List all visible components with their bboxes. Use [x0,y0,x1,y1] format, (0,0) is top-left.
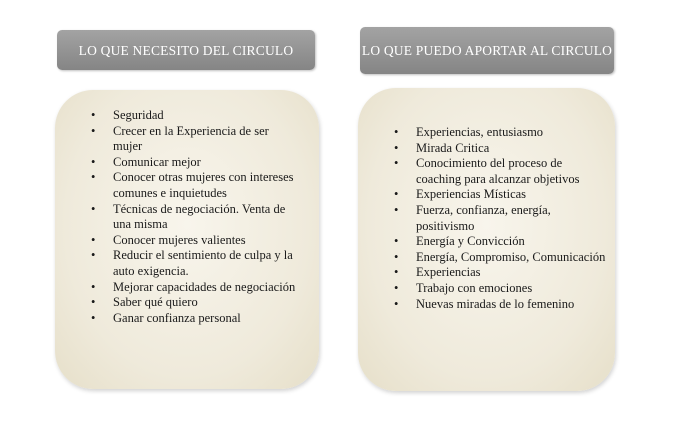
contributions-item: • Energía, Compromiso, Comunicación [392,250,606,266]
contributions-item: • Experiencias Místicas [392,187,606,203]
needs-item: • Técnicas de negociación. Venta de una misma [89,202,297,233]
needs-item: • Mejorar capacidades de negociación [89,280,297,296]
needs-item: • Conocer otras mujeres con intereses comunes e inquietudes [89,170,297,201]
needs-list [89,108,297,326]
needs-item: • Saber qué quiero [89,295,297,311]
needs-item: • Comunicar mejor [89,155,297,171]
header-needs-title: LO QUE NECESITO DEL CIRCULO [78,42,294,58]
contributions-card [358,88,615,391]
contributions-item: • Conocimiento del proceso de coaching para alcanzar objetivos [392,156,606,187]
contributions-item: • Nuevas miradas de lo femenino [392,297,606,313]
contributions-item: • Fuerza, confianza, energía, positivismo [392,203,606,234]
header-contributions-title: LO QUE PUEDO APORTAR AL CIRCULO [361,43,613,58]
contributions-item: • Energía y Convicción [392,234,606,250]
contributions-item: • Experiencias [392,265,606,281]
needs-item: • Seguridad [89,108,297,124]
header-contributions [360,27,614,74]
contributions-item: • Mirada Critica [392,141,606,157]
needs-item: • Reducir el sentimiento de culpa y la auto exigencia. [89,248,297,279]
needs-item: • Ganar confianza personal [89,311,297,327]
contributions-item: • Experiencias, entusiasmo [392,125,606,141]
needs-item: • Crecer en la Experiencia de ser mujer [89,124,297,155]
contributions-list [392,125,606,312]
needs-item: • Conocer mujeres valientes [89,233,297,249]
header-needs [57,30,315,70]
contributions-item: • Trabajo con emociones [392,281,606,297]
needs-card [55,90,319,389]
